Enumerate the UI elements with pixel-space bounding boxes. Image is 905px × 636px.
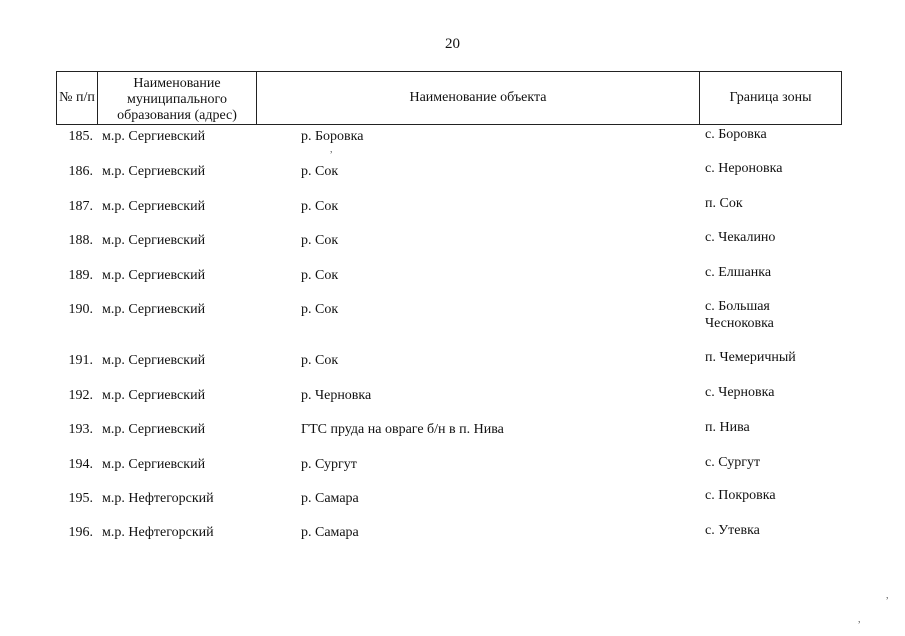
scan-speck: , (330, 144, 333, 155)
row-zone: с. Сургут (705, 455, 761, 470)
row-municipality: м.р. Сергиевский (102, 353, 206, 368)
row-number: 189. (68, 268, 93, 283)
row-number: 194. (68, 457, 93, 472)
row-municipality: м.р. Сергиевский (102, 302, 206, 317)
row-zone: с. Боровка (705, 127, 767, 142)
row-zone: п. Нива (705, 420, 750, 435)
row-zone: п. Чемеричный (705, 350, 796, 365)
row-number: 193. (68, 422, 93, 437)
row-object: р. Самара (301, 491, 359, 506)
row-object: р. Сок (301, 353, 339, 368)
row-municipality: м.р. Сергиевский (102, 129, 206, 144)
header-object: Наименование объекта (256, 72, 699, 124)
row-object: р. Сок (301, 233, 339, 248)
row-number: 186. (68, 164, 93, 179)
row-municipality: м.р. Сергиевский (102, 388, 206, 403)
row-object: р. Сок (301, 302, 339, 317)
row-municipality: м.р. Сергиевский (102, 268, 206, 283)
row-number: 196. (68, 525, 93, 540)
row-object: р. Боровка (301, 129, 364, 144)
row-object: р. Сургут (301, 457, 357, 472)
row-number: 195. (68, 491, 93, 506)
row-zone: с. Черновка (705, 385, 775, 400)
row-number: 187. (68, 199, 93, 214)
row-object: р. Сок (301, 164, 339, 179)
scan-speck: , (858, 614, 861, 625)
header-zone: Граница зоны (699, 72, 841, 124)
row-municipality: м.р. Сергиевский (102, 164, 206, 179)
row-zone: п. Сок (705, 196, 743, 211)
row-municipality: м.р. Нефтегорский (102, 525, 214, 540)
row-municipality: м.р. Сергиевский (102, 422, 206, 437)
row-number: 192. (68, 388, 93, 403)
page-number: 20 (445, 36, 460, 52)
row-object: р. Черновка (301, 388, 372, 403)
row-object: р. Сок (301, 199, 339, 214)
row-number: 188. (68, 233, 93, 248)
row-zone: с. Чекалино (705, 230, 776, 245)
row-object: р. Самара (301, 525, 359, 540)
header-number: № п/п (59, 90, 95, 105)
row-object: ГТС пруда на овраге б/н в п. Нива (301, 422, 504, 437)
row-municipality: м.р. Сергиевский (102, 233, 206, 248)
row-municipality: м.р. Нефтегорский (102, 491, 214, 506)
header-municipality: Наименование муниципального образования (адрес) (97, 72, 256, 124)
row-zone: с. Утевка (705, 523, 760, 538)
table-header (56, 71, 842, 125)
row-municipality: м.р. Сергиевский (102, 457, 206, 472)
row-object: р. Сок (301, 268, 339, 283)
row-number: 191. (68, 353, 93, 368)
row-zone: с. Покровка (705, 488, 776, 503)
row-number: 185. (68, 129, 93, 144)
row-zone: с. Нероновка (705, 161, 783, 176)
row-zone: с. Елшанка (705, 265, 772, 280)
row-zone: с. Большая Чесноковка (705, 299, 774, 331)
row-number: 190. (68, 302, 93, 317)
row-municipality: м.р. Сергиевский (102, 199, 206, 214)
scan-speck: , (886, 590, 889, 601)
